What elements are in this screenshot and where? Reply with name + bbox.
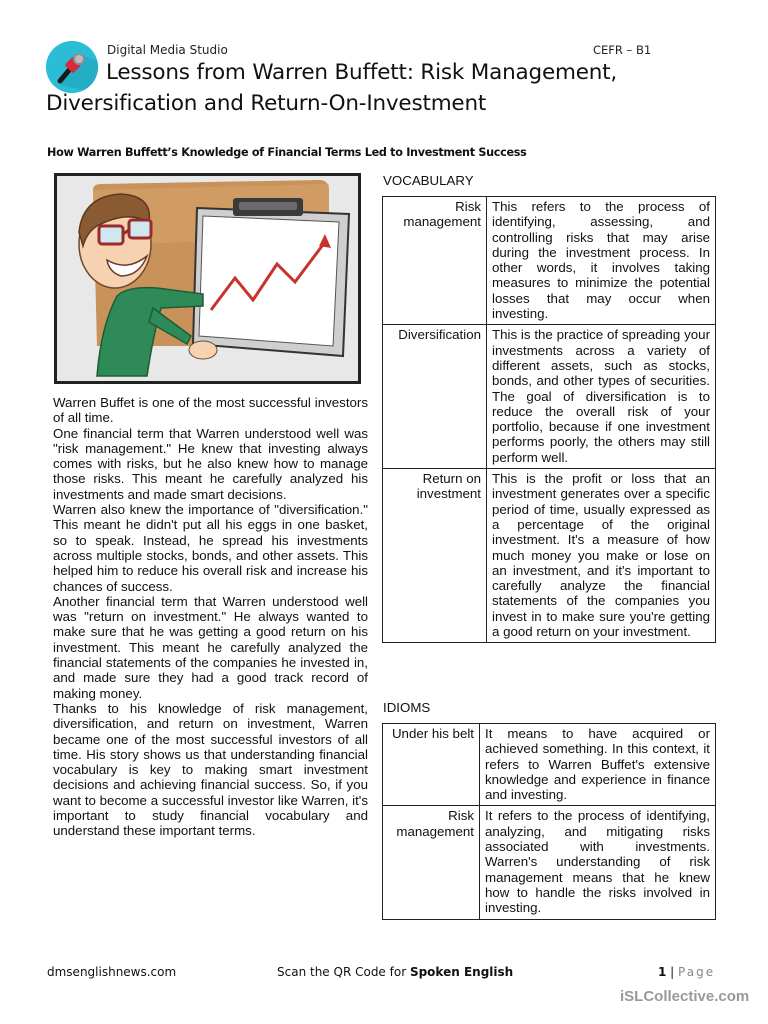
investor-illustration	[54, 173, 361, 384]
idiom-term: Under his belt	[383, 724, 480, 806]
idiom-term: Risk management	[383, 806, 480, 919]
idiom-definition: It means to have acquired or achieved something. In this context, it refers to Warren Buffet's extensive knowledge and experience in finance and investing.	[480, 724, 716, 806]
story-paragraph: One financial term that Warren understood well was "risk management." He knew that investing always comes with risks, but he also knew how to manage those risks. This meant he carefully analyzed his investments and made smart decisions.	[53, 425, 368, 502]
page-title-line2: Diversification and Return-On-Investment	[46, 91, 487, 116]
idioms-table	[382, 723, 716, 920]
qr-note-bold: Spoken English	[409, 965, 514, 979]
idioms-heading: IDIOMS	[383, 700, 431, 715]
studio-logo	[46, 41, 98, 93]
studio-name: Digital Media Studio	[107, 43, 228, 57]
qr-note-prefix: Scan the QR Code for	[277, 965, 410, 979]
vocab-definition: This is the practice of spreading your investments across a variety of different assets, such as stocks, bonds, and other types of securities. The goal of diversification is to reduce the overall risk of your portfolio, because if one investment performs poorly, the others may still perform well.	[487, 325, 716, 469]
story-text	[53, 395, 368, 839]
table-row	[383, 724, 716, 806]
table-row	[383, 469, 716, 643]
vocab-definition: This is the profit or loss that an investment generates over a specific period of time, usually expressed as a percentage of the original investment. It's a measure of how much money you make or lose on an investment, and it's important to carefully analyze the financial statements of the companies you invest in to make sure you're getting a good return on your investment.	[487, 469, 716, 643]
idiom-definition: It refers to the process of identifying, analyzing, and mitigating risks associated with investments. Warren's understanding of risk management means that he knew how to handle the risks involved in investing.	[480, 806, 716, 919]
vocabulary-heading: VOCABULARY	[383, 173, 474, 188]
page-separator: |	[666, 965, 679, 979]
table-row	[383, 806, 716, 919]
table-row	[383, 197, 716, 325]
cartoon-investor-chart-image	[57, 176, 358, 381]
page-number-value: 1	[658, 965, 667, 979]
vocab-term: Diversification	[383, 325, 487, 469]
story-paragraph: Thanks to his knowledge of risk management, diversification, and return on investment, Warren became one of the most successful investors of all time. His story shows us that understanding financial vocabulary is key to making smart investment decisions and achieving financial success. So, if you want to become a successful investor like Warren, it's important to study financial vocabulary and understand these important terms.	[53, 700, 368, 839]
page-number	[658, 965, 715, 979]
vocab-term: Risk management	[383, 197, 487, 325]
story-paragraph: Warren also knew the importance of "diversification." This meant he didn't put all his eggs in one basket, so to speak. Instead, he spread his investments across multiple stocks, bonds, and other assets. This helped him to reduce his overall risk and increase his chances of success.	[53, 502, 368, 594]
watermark: iSLCollective.com	[620, 988, 750, 1005]
vocabulary-table	[382, 196, 716, 643]
microphone-icon	[46, 41, 98, 93]
vocab-term: Return on investment	[383, 469, 487, 643]
cefr-level: CEFR – B1	[593, 43, 652, 57]
story-paragraph: Another financial term that Warren understood well was "return on investment." He always wanted to make sure that he was getting a good return on his investment. This meant he carefully analyzed the financial statements of the companies he invested in, and made sure they had a good track record of making money.	[53, 593, 368, 701]
vocab-definition: This refers to the process of identifying, assessing, and controlling risks that may arise during the investment process. In other words, it involves taking measures to minimize the potential losses that may occur when investing.	[487, 197, 716, 325]
story-paragraph: Warren Buffet is one of the most successful investors of all time.	[53, 395, 368, 426]
table-row	[383, 325, 716, 469]
footer-website[interactable]: dmsenglishnews.com	[47, 965, 177, 979]
footer-qr-note	[277, 965, 513, 979]
article-subtitle: How Warren Buffett’s Knowledge of Financial Terms Led to Investment Success	[47, 146, 527, 159]
page-title-line1: Lessons from Warren Buffett: Risk Management,	[106, 60, 618, 85]
page-word: Page	[678, 965, 716, 979]
